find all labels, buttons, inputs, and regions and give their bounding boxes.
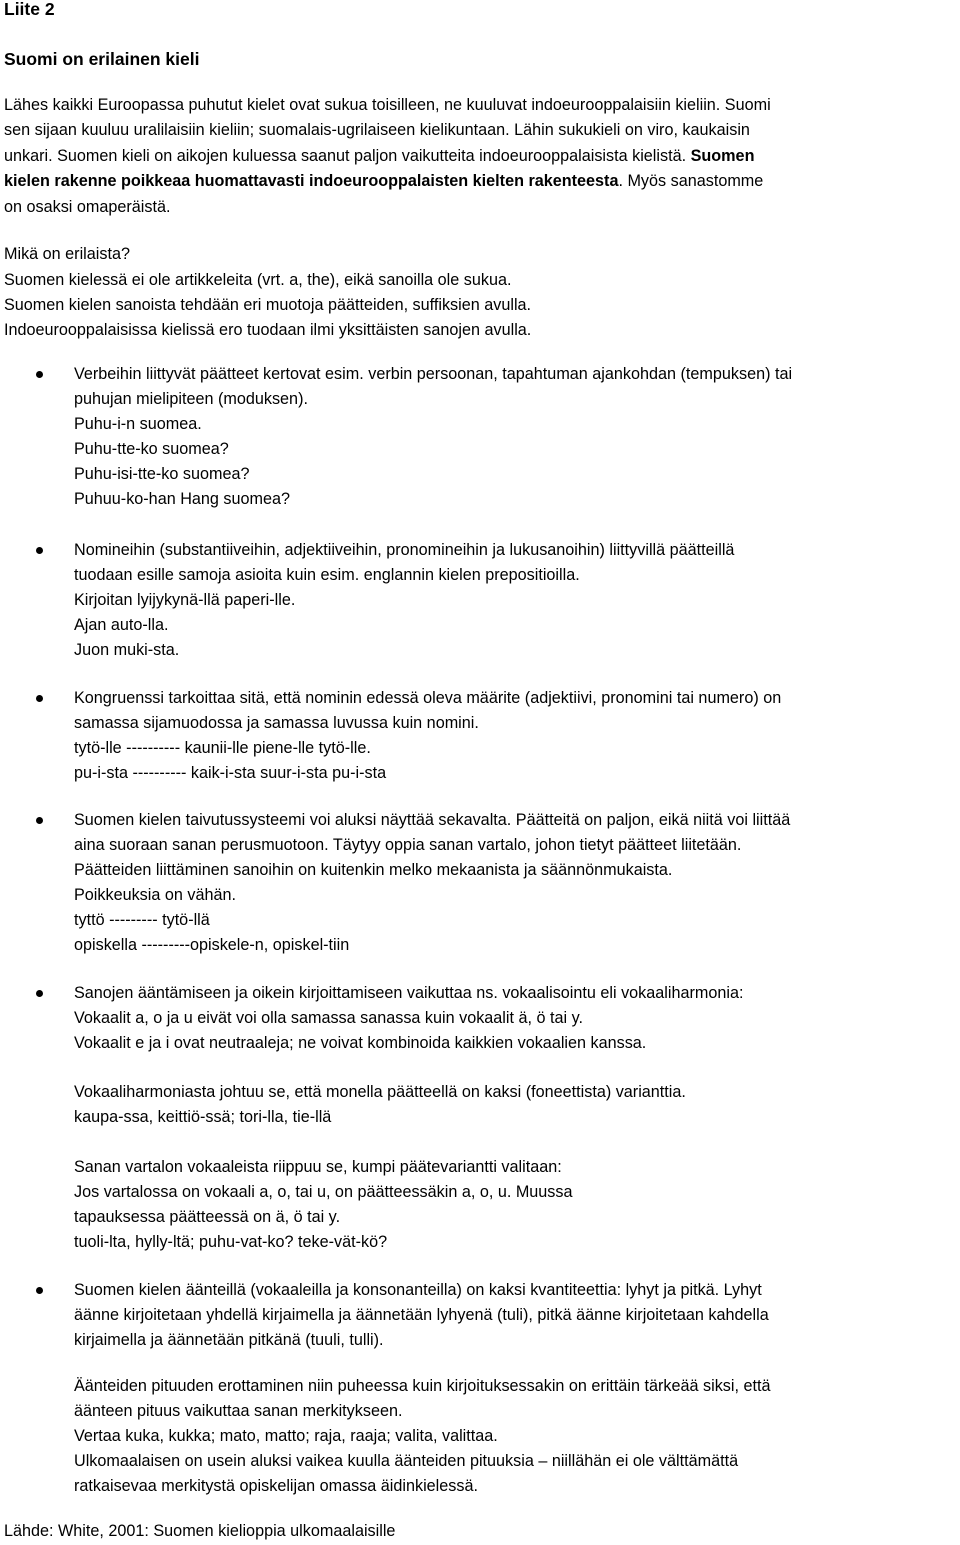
intro-line: on osaksi omaperäistä. bbox=[4, 198, 171, 216]
bullet-line: Äänteiden pituuden erottaminen niin puheessa kuin kirjoituksessakin on erittäin tärkeää siksi, että bbox=[74, 1377, 771, 1395]
bullet-line: kirjaimella ja äännetään pitkänä (tuuli, tulli). bbox=[74, 1331, 384, 1349]
bullet-line: äänteen pituus vaikuttaa sanan merkitykseen. bbox=[74, 1402, 403, 1420]
bullet-icon bbox=[36, 817, 43, 824]
bullet-icon bbox=[36, 547, 43, 554]
bullet-line: Nomineihin (substantiiveihin, adjektiiveihin, pronomineihin ja lukusanoihin) liittyvillä päätteillä bbox=[74, 541, 735, 559]
bullet-line: puhujan mielipiteen (moduksen). bbox=[74, 390, 308, 408]
section-line: Indoeurooppalaisissa kielissä ero tuodaan ilmi yksittäisten sanojen avulla. bbox=[4, 321, 532, 339]
bullet-line: Vokaalit e ja i ovat neutraaleja; ne voivat kombinoida kaikkien vokaalien kanssa. bbox=[74, 1034, 647, 1052]
section-line: Suomen kielessä ei ole artikkeleita (vrt. a, the), eikä sanoilla ole sukua. bbox=[4, 271, 512, 289]
bullet-line: Verbeihin liittyvät päätteet kertovat esim. verbin persoonan, tapahtuman ajankohdan (tempuksen) tai bbox=[74, 365, 793, 383]
example-line: Vertaa kuka, kukka; mato, matto; raja, raaja; valita, valittaa. bbox=[74, 1427, 498, 1445]
example-line: Puhuu-ko-han Hang suomea? bbox=[74, 490, 290, 508]
example-line: Kirjoitan lyijykynä-llä paperi-lle. bbox=[74, 591, 296, 609]
example-line: tyttö --------- tytö-llä bbox=[74, 911, 210, 929]
example-line: Juon muki-sta. bbox=[74, 641, 180, 659]
bullet-line: Päätteiden liittäminen sanoihin on kuitenkin melko mekaanista ja säännönmukaista. bbox=[74, 861, 673, 879]
section-line: Suomen kielen sanoista tehdään eri muotoja päätteiden, suffiksien avulla. bbox=[4, 296, 532, 314]
example-line: kaupa-ssa, keittiö-ssä; tori-lla, tie-llä bbox=[74, 1108, 332, 1126]
bullet-line: Suomen kielen äänteillä (vokaaleilla ja konsonanteilla) on kaksi kvantiteettia: lyhyt ja pitkä. Lyhyt bbox=[74, 1281, 762, 1299]
example-line: tuoli-lta, hylly-ltä; puhu-vat-ko? teke-vät-kö? bbox=[74, 1233, 388, 1251]
bullet-icon bbox=[36, 990, 43, 997]
example-line: Puhu-isi-tte-ko suomea? bbox=[74, 465, 250, 483]
bullet-line: samassa sijamuodossa ja samassa luvussa kuin nomini. bbox=[74, 714, 479, 732]
bullet-line: äänne kirjoitetaan yhdellä kirjaimella ja äännetään lyhyenä (tuli), pitkä äänne kirjoitetaan kahdella bbox=[74, 1306, 769, 1324]
example-line: pu-i-sta ---------- kaik-i-sta suur-i-sta pu-i-sta bbox=[74, 764, 387, 782]
bullet-icon bbox=[36, 371, 43, 378]
bullet-line: Vokaalit a, o ja u eivät voi olla samassa sanassa kuin vokaalit ä, ö tai y. bbox=[74, 1009, 583, 1027]
bullet-icon bbox=[36, 1287, 43, 1294]
intro-line: Lähes kaikki Euroopassa puhutut kielet ovat sukua toisilleen, ne kuuluvat indoeurooppalaisiin kieliin. Suomi bbox=[4, 96, 771, 114]
bullet-line: Vokaaliharmoniasta johtuu se, että monella päätteellä on kaksi (foneettista) varianttia. bbox=[74, 1083, 686, 1101]
source-citation: Lähde: White, 2001: Suomen kielioppia ulkomaalaisille bbox=[4, 1522, 396, 1540]
bullet-icon bbox=[36, 695, 43, 702]
bullet-line: Kongruenssi tarkoittaa sitä, että nominin edessä oleva määrite (adjektiivi, pronomini tai numero) on bbox=[74, 689, 782, 707]
example-line: Puhu-i-n suomea. bbox=[74, 415, 202, 433]
bullet-line: Sanan vartalon vokaaleista riippuu se, kumpi päätevariantti valitaan: bbox=[74, 1158, 562, 1176]
bullet-line: ratkaisevaa merkitystä opiskelijan omassa äidinkielessä. bbox=[74, 1477, 478, 1495]
bullet-line: Suomen kielen taivutussysteemi voi aluksi näyttää sekavalta. Päätteitä on paljon, eikä niitä voi liittää bbox=[74, 811, 791, 829]
example-line: Ajan auto-lla. bbox=[74, 616, 169, 634]
intro-line: unkari. Suomen kieli on aikojen kuluessa saanut paljon vaikutteita indoeurooppalaisista kielistä. Suomen bbox=[4, 147, 755, 165]
bullet-line: tapauksessa päätteessä on ä, ö tai y. bbox=[74, 1208, 341, 1226]
bullet-line: tuodaan esille samoja asioita kuin esim. englannin kielen prepositioilla. bbox=[74, 566, 580, 584]
example-line: tytö-lle ---------- kaunii-lle piene-lle tytö-lle. bbox=[74, 739, 371, 757]
intro-line: kielen rakenne poikkeaa huomattavasti indoeurooppalaisten kielten rakenteesta. Myös sanastomme bbox=[4, 172, 764, 190]
bold-phrase: Suomen bbox=[690, 147, 755, 165]
appendix-label: Liite 2 bbox=[4, 0, 55, 19]
example-line: opiskella ---------opiskele-n, opiskel-tiin bbox=[74, 936, 350, 954]
document-title: Suomi on erilainen kieli bbox=[4, 49, 200, 69]
example-line: Puhu-tte-ko suomea? bbox=[74, 440, 229, 458]
section-question: Mikä on erilaista? bbox=[4, 245, 130, 263]
bullet-line: Jos vartalossa on vokaali a, o, tai u, on päätteessäkin a, o, u. Muussa bbox=[74, 1183, 573, 1201]
bullet-line: Poikkeuksia on vähän. bbox=[74, 886, 236, 904]
intro-line: sen sijaan kuuluu uralilaisiin kieliin; suomalais-ugrilaiseen kielikuntaan. Lähin sukukieli on viro, kaukaisin bbox=[4, 121, 750, 139]
bullet-line: Ulkomaalaisen on usein aluksi vaikea kuulla äänteiden pituuksia – niillähän ei ole välttämättä bbox=[74, 1452, 739, 1470]
bullet-line: Sanojen ääntämiseen ja oikein kirjoittamiseen vaikuttaa ns. vokaalisointu eli vokaaliharmonia: bbox=[74, 984, 744, 1002]
bold-phrase: kielen rakenne poikkeaa huomattavasti indoeurooppalaisten kielten rakenteesta bbox=[4, 172, 619, 190]
bullet-line: aina suoraan sanan perusmuotoon. Täytyy oppia sanan vartalo, johon tietyt päätteet liitetään. bbox=[74, 836, 742, 854]
